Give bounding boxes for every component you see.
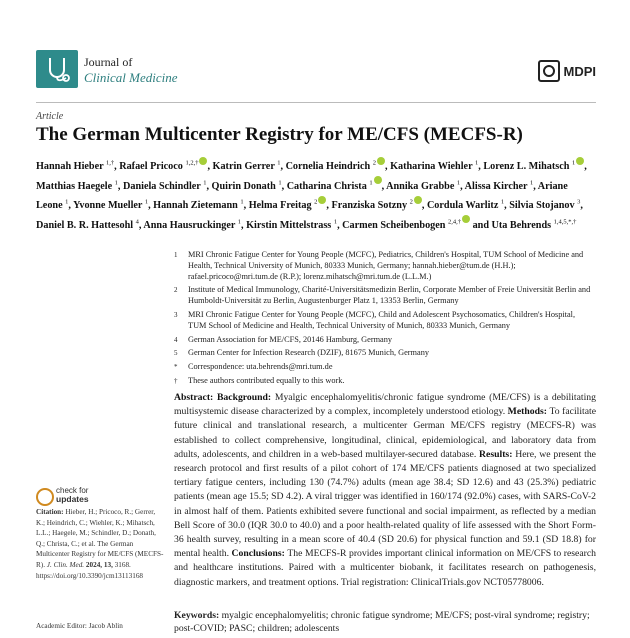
author <box>143 220 246 231</box>
citation-year-vol: 2024, 13, <box>85 560 113 569</box>
author <box>390 161 483 172</box>
abstract-label: Abstract: <box>174 392 217 403</box>
author <box>246 220 342 231</box>
author-separator: , <box>384 161 391 173</box>
author-name: Catharina Christa <box>286 180 370 192</box>
author-affiliation-marks: 1 <box>474 160 479 167</box>
affiliation-text: German Association for ME/CFS, 20146 Hamburg, Germany <box>188 334 393 344</box>
author <box>331 200 426 211</box>
orcid-icon[interactable] <box>414 196 422 204</box>
author-affiliation-marks: 2,4,† <box>448 218 462 226</box>
author-name: Hannah Zietemann <box>153 200 241 212</box>
affiliation-item <box>174 348 594 359</box>
author-separator: , <box>241 219 247 231</box>
author <box>36 181 123 192</box>
affiliation-text: These authors contributed equally to this work. <box>188 375 345 385</box>
author <box>249 200 332 211</box>
header-divider <box>36 102 596 103</box>
affiliation-item <box>174 362 594 373</box>
article-type: Article <box>36 111 64 122</box>
affiliation-mark: † <box>174 376 178 385</box>
author-affiliation-marks: 2 <box>372 160 376 167</box>
author-separator: , <box>326 200 332 212</box>
author-separator: , <box>243 200 249 212</box>
affiliation-text: Correspondence: uta.behrends@mri.tum.de <box>188 362 333 372</box>
keywords-label: Keywords: <box>174 610 220 621</box>
author-affiliation-marks: 1 <box>333 218 338 226</box>
author-separator: , <box>460 180 465 192</box>
author-separator: , <box>68 200 74 212</box>
citation-label: Citation: <box>36 508 64 516</box>
abstract-section-text: Myalgic encephalomyelitis/chronic fatigue syndrome (ME/CFS) is a debilitating multisystemic disease characterized by a complex, incompletely understood etiology. <box>174 392 596 418</box>
author <box>36 161 119 172</box>
check-updates-line2: updates <box>56 494 89 504</box>
author <box>473 220 577 231</box>
author-separator: , <box>584 161 587 173</box>
author <box>483 161 586 172</box>
author-separator: , <box>337 219 343 231</box>
author <box>213 161 286 172</box>
author-affiliation-marks: 1 <box>114 179 118 187</box>
author-name: Kirstin Mittelstrass <box>246 219 334 231</box>
affiliation-item <box>174 285 594 307</box>
citation <box>36 507 164 581</box>
author-name: Matthias Haegele <box>36 180 115 192</box>
author-separator: , <box>421 200 427 212</box>
affiliation-mark: 5 <box>174 349 178 358</box>
abstract <box>174 391 596 590</box>
author-affiliation-marks: 2 <box>314 198 318 206</box>
author-affiliation-marks: 1 <box>278 179 282 187</box>
author-affiliation-marks: 1 <box>144 198 149 206</box>
author <box>427 200 509 211</box>
author-name: Silvia Stojanov <box>509 200 578 212</box>
abstract-section-text: To facilitate future clinical and translational research, a multicenter German ME/CFS registry (MECFS-R) was established to collect comprehensive, longitudinal, clinical, epidemiological, and laboratory data from adults, adolescents, and children in a web-based multilayer-secured database. <box>174 406 596 460</box>
author-name: Katharina Wiehler <box>390 161 475 173</box>
author-name: Uta Behrends <box>491 219 554 231</box>
author-affiliation-marks: 1 <box>237 218 242 226</box>
author <box>465 181 538 192</box>
author <box>153 200 249 211</box>
author-separator: , <box>533 180 538 192</box>
author-affiliation-marks: 1 <box>500 198 505 206</box>
affiliation-text: MRI Chronic Fatigue Center for Young People (MCFC), Pediatrics, Children's Hospital, TUM School of Medicine and Health, Technical University of Munich, 80333 Munich, Germany; hannah.hieber@tum.de (H.H.); rafael.pricoco@mri.tum.de (R.P.); lorenz.mihatsch@mri.tum.de (L.L.M.) <box>188 250 584 281</box>
author-separator: , <box>281 180 287 192</box>
citation-journal: J. Clin. Med. <box>46 560 85 569</box>
citation-doi[interactable]: 3168. https://doi.org/10.3390/jcm13113168 <box>36 560 144 580</box>
author-affiliation-marks: 1 <box>240 198 244 206</box>
author-affiliation-marks: 1,† <box>106 160 115 167</box>
affiliation-item <box>174 250 594 282</box>
author-name: Ariane Leone <box>36 180 568 212</box>
keywords-text: myalgic encephalomyelitis; chronic fatigue syndrome; ME/CFS; post-viral syndrome; registry; post-COVID; PASC; children; adolescents <box>174 610 590 634</box>
abstract-section-heading: Background: <box>216 392 275 403</box>
affiliation-mark: 2 <box>174 286 178 295</box>
author-separator: , <box>138 219 144 231</box>
author <box>509 200 583 211</box>
author-name: Anna Hausruckinger <box>143 219 238 231</box>
check-for-updates-icon[interactable] <box>36 488 54 506</box>
orcid-icon[interactable] <box>374 176 382 184</box>
author-affiliation-marks: 1,4,5,*,† <box>553 218 577 226</box>
abstract-section-heading: Methods: <box>507 406 550 418</box>
author-affiliation-marks: 1 <box>277 160 281 167</box>
journal-logo-icon <box>36 50 78 88</box>
abstract-section-text: The MECFS-R provides important clinical information on ME/CFS to research and healthcare institutions. Paired with a multicenter biobank, it facilitates research on pathogenesis, diagnostic markers, and treatment options. Trial registration: ClinicalTrials.gov NCT05778006. <box>174 548 596 588</box>
author-name: Lorenz L. Mihatsch <box>483 161 572 173</box>
abstract-section-heading: Results: <box>479 448 516 460</box>
article-title: The German Multicenter Registry for ME/CFS (MECFS-R) <box>36 124 523 145</box>
author-name: Rafael Pricoco <box>119 161 186 173</box>
publisher-name: MDPI <box>563 63 596 79</box>
author-affiliation-marks: 3 <box>577 198 581 206</box>
affiliation-mark: 3 <box>174 310 178 319</box>
author-list <box>36 156 596 234</box>
affiliation-item <box>174 376 594 387</box>
author-separator: , <box>207 161 213 173</box>
author <box>73 200 153 211</box>
journal-name-line2: Clinical Medicine <box>84 70 178 85</box>
affiliation-mark: 4 <box>174 335 178 344</box>
author-affiliation-marks: 1 <box>203 179 207 187</box>
affiliation-text: German Center for Infection Research (DZIF), 81675 Munich, Germany <box>188 348 429 358</box>
orcid-icon[interactable] <box>462 215 470 223</box>
abstract-section-heading: Conclusions: <box>231 548 288 560</box>
mdpi-logo-icon <box>538 60 560 82</box>
author-joiner: and <box>472 219 492 231</box>
author <box>36 220 143 231</box>
affiliation-text: Institute of Medical Immunology, Charité-Universitätsmedizin Berlin, Corporate Member of Freie Universität Berlin and Humboldt-Universität zu Berlin, Augustenburger Platz 1, 13353 Berlin, Germany <box>188 285 591 306</box>
orcid-icon[interactable] <box>377 157 385 165</box>
author-separator: , <box>580 200 583 212</box>
author-affiliation-marks: 1 <box>529 179 534 187</box>
author-name: Carmen Scheibenbogen <box>342 219 449 231</box>
author-name: Alissa Kircher <box>464 180 530 192</box>
author <box>342 220 472 231</box>
author-affiliation-marks: 4 <box>135 218 139 226</box>
author-name: Yvonne Mueller <box>73 200 145 212</box>
author-affiliation-marks: 1 <box>456 179 461 187</box>
author-name: Cornelia Heindrich <box>285 161 373 173</box>
abstract-section-text: Here, we present the research protocol and first results of a pilot cohort of 174 ME/CFS patients diagnosed at two specialized tertiary fatigue centers, including 130 (74.7%) adults (mean age 38.4; SD 12.6) and 43 (25.3%) pediatric patients (mean age 15.5; SD 4.2). A viral trigger was identified in 160/174 (92.0%) cases, with SARS-CoV-2 in almost half of them. Patients exhibited severe functional and social impairment, as reflected by a median Bell Score of 30.0 (IQR 30.0 to 40.0) and a poor health-related quality of life assessed with the Short Form-36 health survey, resulting in a mean score of 40.4 (SD 20.6) for physical function and 59.1 (SD 18.8) for mental health. <box>174 448 596 560</box>
author-name: Daniel B. R. Hattesohl <box>36 219 136 231</box>
journal-header <box>36 50 596 100</box>
author <box>286 161 391 172</box>
author-name: Annika Grabbe <box>386 180 457 192</box>
author-separator: , <box>206 180 212 192</box>
author <box>119 161 212 172</box>
author-name: Quirin Donath <box>211 180 279 192</box>
author-separator: , <box>381 180 387 192</box>
author-affiliation-marks: 1 <box>65 198 69 206</box>
author-affiliation-marks: 1 <box>571 160 576 167</box>
publisher-logo <box>538 60 597 82</box>
check-updates-line1: check for <box>56 486 89 495</box>
check-for-updates-button[interactable] <box>56 486 89 504</box>
author-separator: , <box>280 161 286 173</box>
author-name: Franziska Sotzny <box>331 200 410 212</box>
affiliation-mark: * <box>174 363 178 372</box>
affiliation-text: MRI Chronic Fatigue Center for Young People (MCFC), Child and Adolescent Psychosomatics, Children's Hospital, TUM School of Medicine and Health, Technical University of Munich, 80333 Munich, Germany <box>188 309 576 330</box>
author <box>386 181 465 192</box>
author <box>287 181 386 192</box>
affiliation-mark: 1 <box>174 251 178 259</box>
author-affiliation-marks: 1 <box>369 179 373 187</box>
keywords <box>174 610 596 635</box>
author-name: Cordula Warlitz <box>426 200 501 212</box>
author-separator: , <box>117 180 123 192</box>
author <box>123 181 212 192</box>
journal-name-line1: Journal of <box>84 55 133 69</box>
academic-editor: Academic Editor: Jacob Ablin <box>36 622 123 630</box>
author-separator: , <box>114 161 120 173</box>
author <box>212 181 287 192</box>
author-name: Katrin Gerrer <box>212 161 278 173</box>
author-separator: , <box>148 200 154 212</box>
author-separator: , <box>478 161 484 173</box>
author-affiliation-marks: 1,2,† <box>185 160 199 167</box>
author-affiliation-marks: 2 <box>409 198 413 206</box>
author-name: Daniela Schindler <box>123 180 204 192</box>
affiliation-item <box>174 335 594 346</box>
affiliations <box>174 250 594 390</box>
affiliation-item <box>174 310 594 332</box>
citation-text: Hieber, H.; Pricoco, R.; Gerrer, K.; Heindrich, C.; Wiehler, K.; Mihatsch, L.L.; Haegele, M.; Schindler, D.; Donath, Q.; Christa, C.; et al. The German Multicenter Registry for ME/CFS (MECFS-R). <box>36 508 164 569</box>
author-name: Helma Freitag <box>248 200 315 212</box>
author-name: Hannah Hieber <box>36 161 107 173</box>
author-separator: , <box>504 200 510 212</box>
